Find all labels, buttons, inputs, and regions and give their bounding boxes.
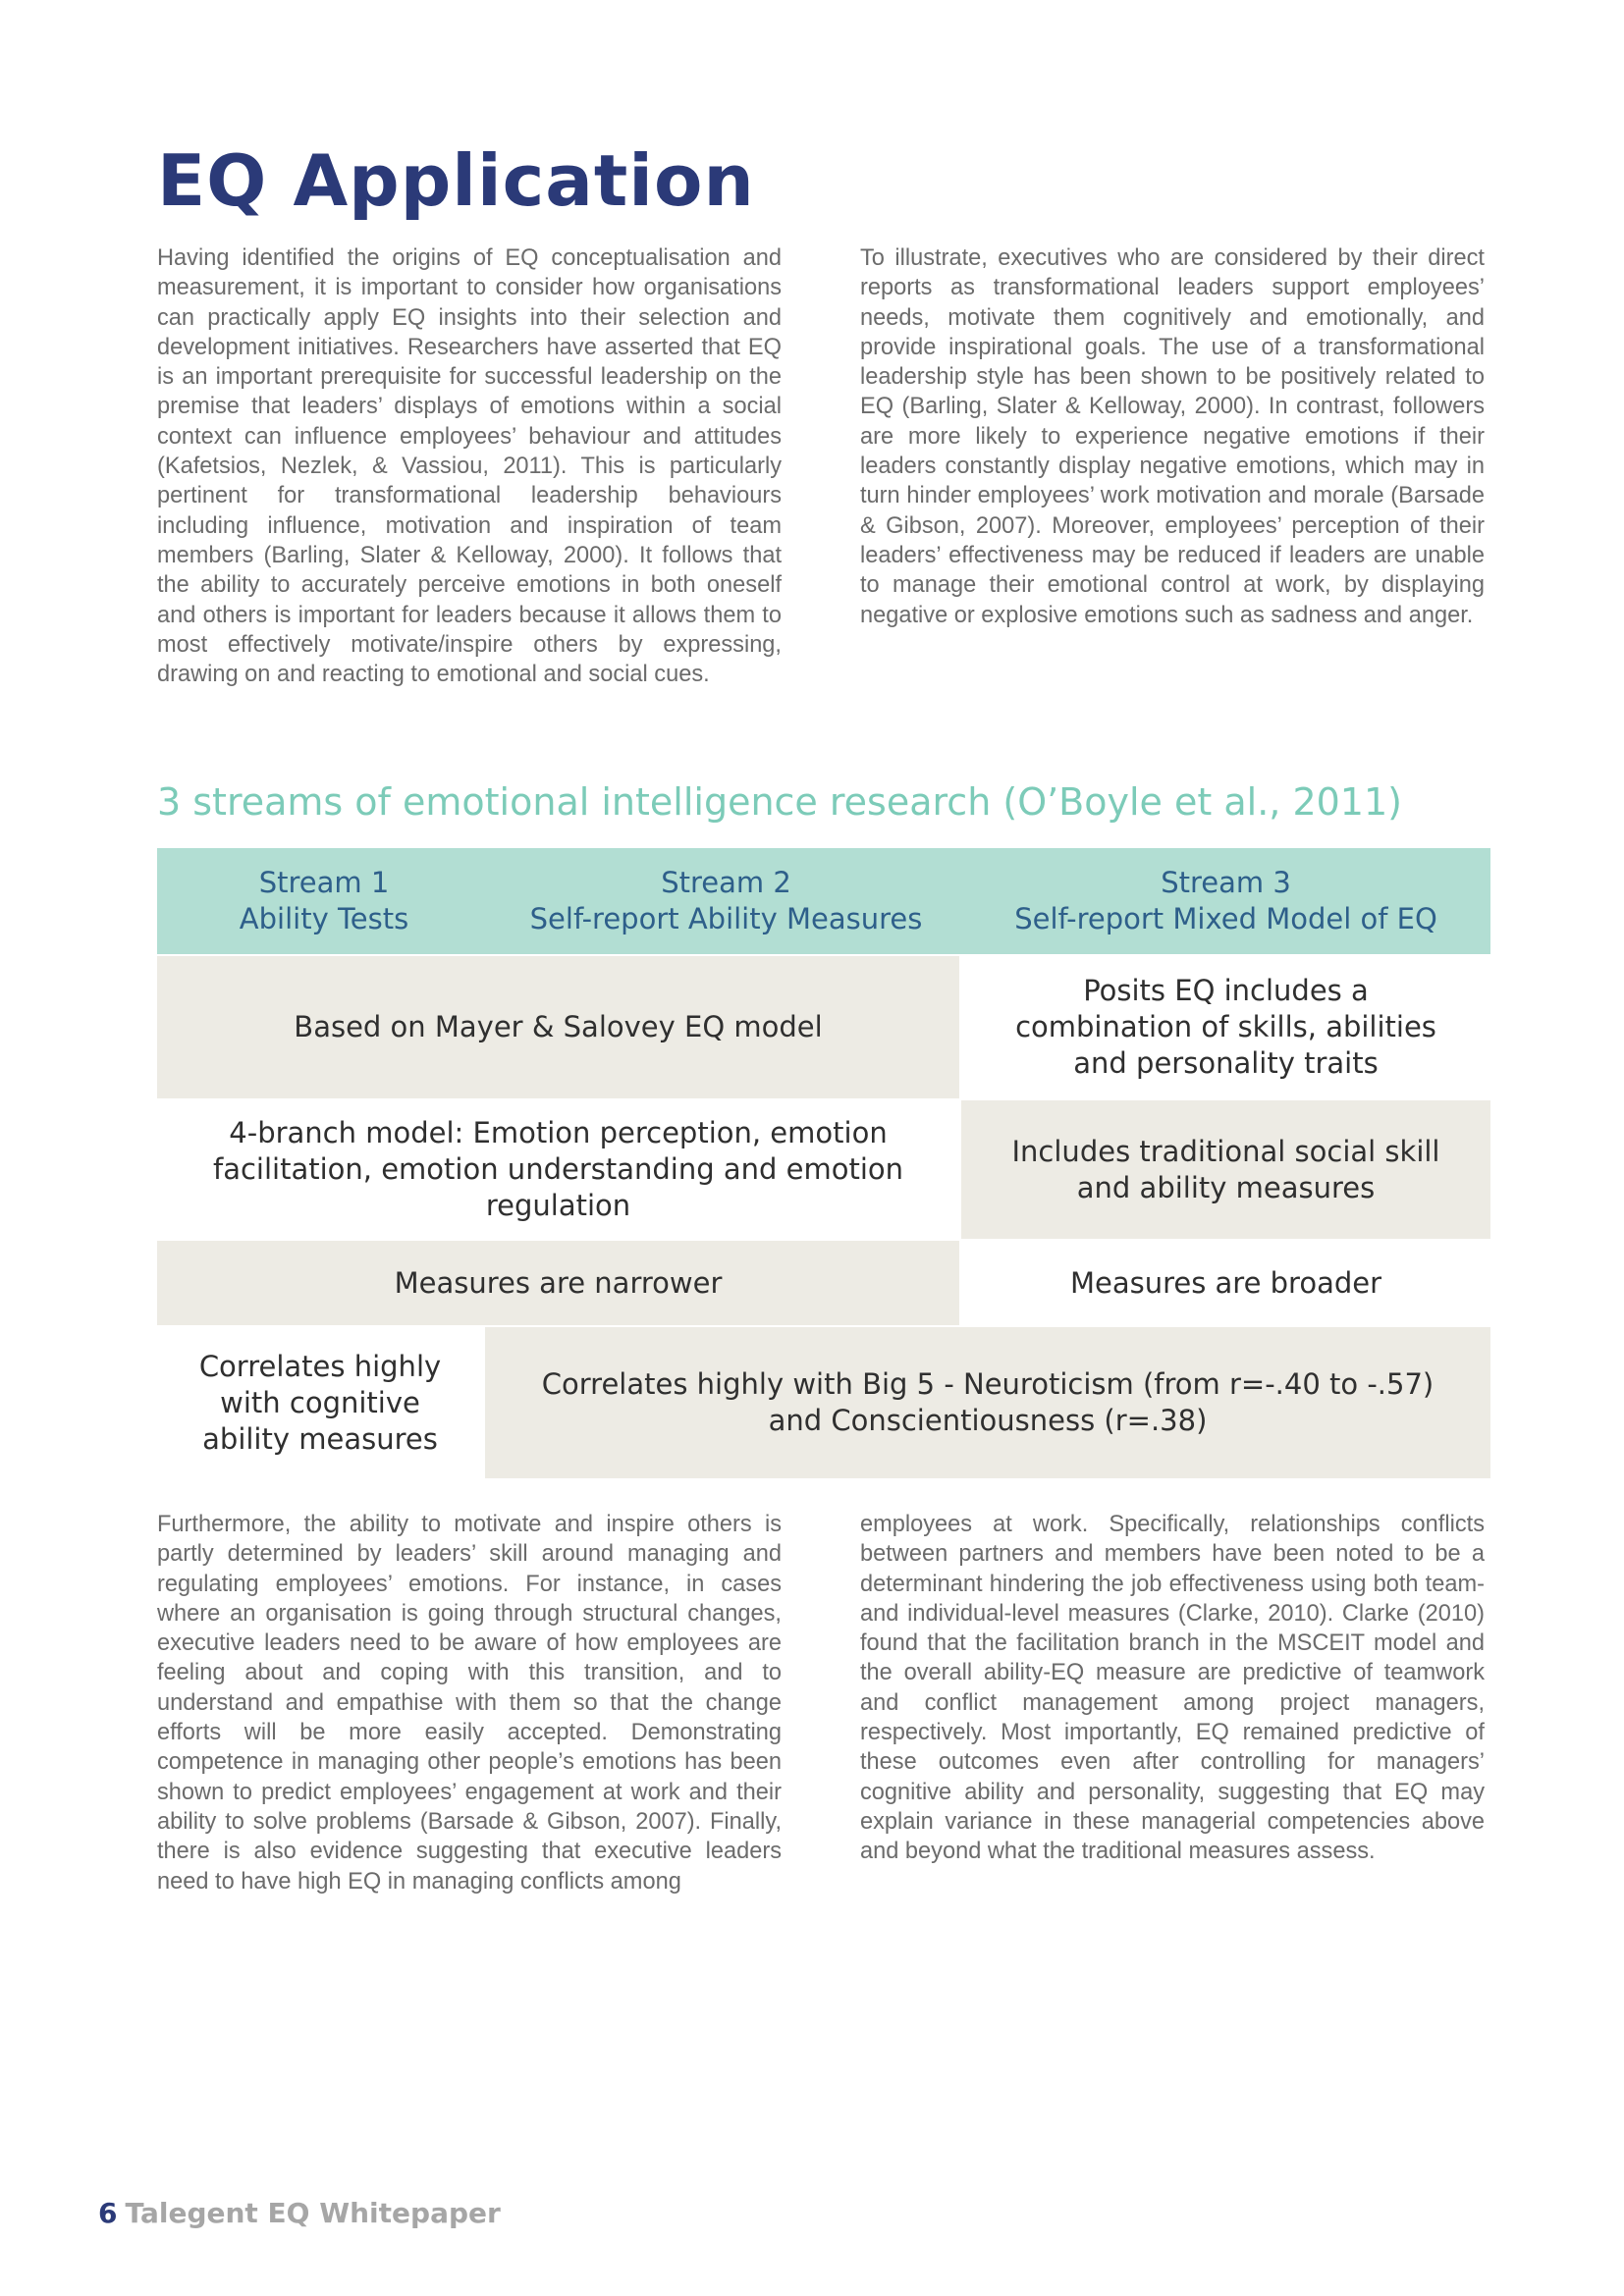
header-stream-label: Stream 2 xyxy=(661,866,791,899)
document-title: Talegent EQ Whitepaper xyxy=(125,2197,501,2229)
cell-narrower: Measures are narrower xyxy=(157,1241,959,1325)
header-stream-name: Self-report Ability Measures xyxy=(529,902,923,935)
outro-paragraph-right: employees at work. Specifically, relationships conflicts between partners and members have been noted to be a determinant hindering the job effectiveness using both team- and individual-level measures (Clarke, 2010). Clarke (2010) found that the facilitation branch in the MSCEIT model and the overall ability-EQ measure are predictive of teamwork and conflict management among project managers, respectively. Most importantly, EQ remained predictive of these outcomes even after controlling for managers’ cognitive ability and personality, suggesting that EQ may explain variance in these managerial competencies above and beyond what the traditional measures assess. xyxy=(860,1512,1485,1865)
header-stream-name: Ability Tests xyxy=(239,902,409,935)
page-footer xyxy=(98,2197,501,2229)
header-stream-2 xyxy=(491,848,961,954)
cell-big5: Correlates highly with Big 5 - Neuroticism (from r=-.40 to -.57) and Conscientiousness (r=.38) xyxy=(485,1327,1490,1478)
streams-table xyxy=(157,848,1490,1478)
page-number: 6 xyxy=(98,2197,118,2229)
cell-posits: Posits EQ includes a combination of skills, abilities and personality traits xyxy=(961,956,1490,1098)
header-stream-name: Self-report Mixed Model of EQ xyxy=(1014,902,1437,935)
section-heading: 3 streams of emotional intelligence research (O’Boyle et al., 2011) xyxy=(157,780,1402,824)
intro-paragraph-left: Having identified the origins of EQ conceptualisation and measurement, it is important to consider how organisations can practically apply EQ insights into their selection and development initiatives. Researchers have asserted that EQ is an important prerequisite for successful leadership on the premise that leaders’ displays of emotions within a social context can influence employees’ behaviour and attitudes (Kafetsios, Nezlek, & Vassiou, 2011). This is particularly pertinent for transformational leadership behaviours including influence, motivation and inspiration of team members (Barling, Slater & Kelloway, 2000). It follows that the ability to accurately perceive emotions in both oneself and others is important for leaders because it allows them to most effectively motivate/inspire others by expressing, drawing on and reacting to emotional and social cues. xyxy=(157,245,782,688)
cell-broader: Measures are broader xyxy=(961,1241,1490,1325)
cell-mayer-salovey: Based on Mayer & Salovey EQ model xyxy=(157,956,959,1098)
cell-cognitive: Correlates highly with cognitive ability measures xyxy=(157,1327,483,1478)
header-stream-1 xyxy=(157,848,491,954)
header-stream-label: Stream 3 xyxy=(1161,866,1291,899)
header-stream-3 xyxy=(961,848,1490,954)
header-stream-label: Stream 1 xyxy=(258,866,390,899)
cell-traditional: Includes traditional social skill and ability measures xyxy=(961,1100,1490,1239)
outro-paragraph-left: Furthermore, the ability to motivate and inspire others is partly determined by leaders’ skill around managing and regulating employees’ emotions. For instance, in cases where an organisation is going through structural changes, executive leaders need to be aware of how employees are feeling about and coping with this transition, and to understand and empathise with them so that the change efforts will be more easily accepted. Demonstrating competence in managing other people’s emotions has been shown to predict employees’ engagement at work and their ability to solve problems (Barsade & Gibson, 2007). Finally, there is also evidence suggesting that executive leaders need to have high EQ in managing conflicts among xyxy=(157,1512,782,1895)
intro-paragraph-right: To illustrate, executives who are considered by their direct reports as transformational leaders support employees’ needs, motivate them cognitively and emotionally, and provide inspirational goals. The use of a transformational leadership style has been shown to be positively related to EQ (Barling, Slater & Kelloway, 2000). In contrast, followers are more likely to experience negative emotions if their leaders constantly display negative emotions, which may in turn hinder employees’ work motivation and morale (Barsade & Gibson, 2007). Moreover, employees’ perception of their leaders’ effectiveness may be reduced if leaders are unable to manage their emotional control at work, by displaying negative or explosive emotions such as sadness and anger. xyxy=(860,245,1485,628)
cell-four-branch: 4-branch model: Emotion perception, emotion facilitation, emotion understanding and emotion regulation xyxy=(157,1100,959,1239)
page-title: EQ Application xyxy=(157,139,755,222)
